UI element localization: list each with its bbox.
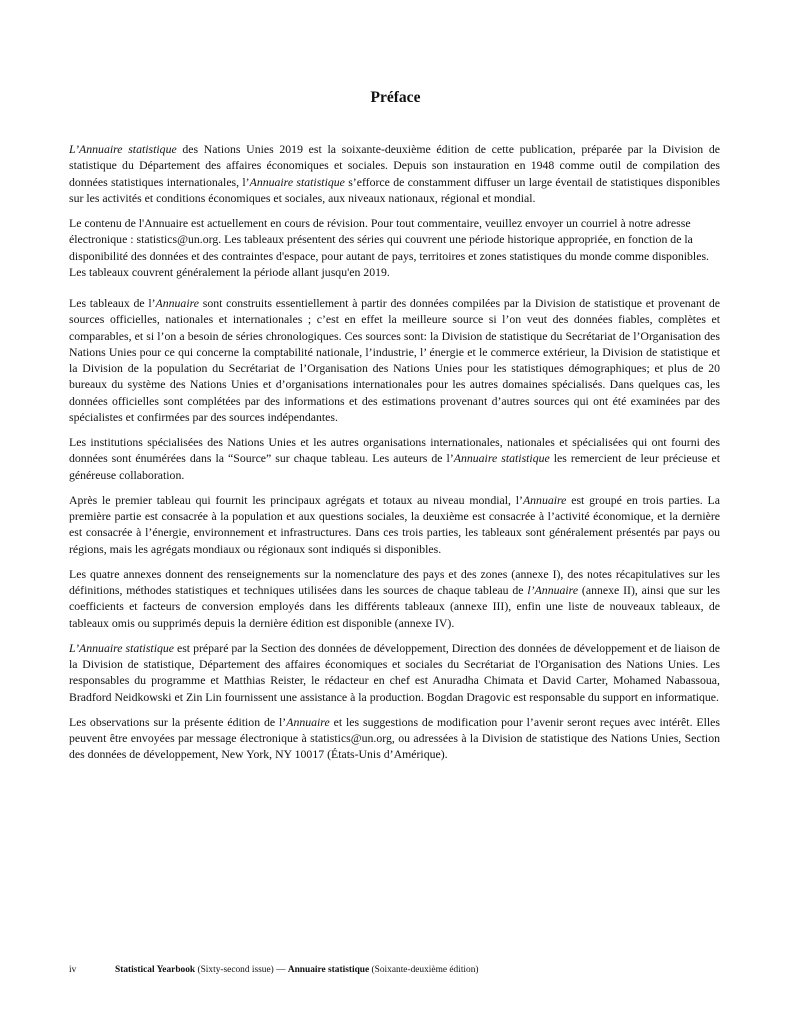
text: Les quatre annexes donnent des renseignements sur la nomenclature des pays et des zones (annexe I), des notes récapitulatives sur les définitions, méthodes statistiques et techniques utilisées dans les sources de chaque tableau de <box>69 566 720 597</box>
italic-text: Annuaire statistique <box>453 451 550 466</box>
text: Les tableaux de l’ <box>69 296 156 310</box>
text: est groupé en trois parties. La première partie est consacrée à la population et aux questions sociales, la deuxième est consacrée à l’activité économique, et la dernière est consacrée à l’énergie, environnement et infrastructures. Dans ces trois parties, les tableaux sont généralement présentés par pays ou régions, mais les agrégats mondiaux ou régionaux sont indiqués si disponibles. <box>69 492 720 556</box>
paragraph-sources <box>69 295 720 425</box>
paragraph-institutions <box>69 434 720 483</box>
preface-body <box>69 141 720 772</box>
text: et les suggestions de modification pour l’avenir seront reçues avec intérêt. Elles peuvent être envoyées par message électronique à statistics@un.org, ou adressées à la Division de statistique des Nations Unies, Section des données de développement, New York, NY 10017 (États-Unis d’Amérique). <box>69 714 720 762</box>
italic-text: L’Annuaire statistique <box>69 142 177 156</box>
footer-text: (Soixante-deuxième édition) <box>369 965 479 975</box>
paragraph-structure <box>69 492 720 557</box>
text: sont construits essentiellement à partir des données compilées par la Division de statistique et provenant de sources officielles, nationales et internationales ; c’est en effet la meilleure source si l’on veut des données fiables, complètes et comparables, et si l’on a besoin de séries chronologiques. Ces sources sont: la Division de statistique du Secrétariat de l’Organisation des Nations Unies pour ce qui concerne la comptabilité nationale, l’industrie, l’ énergie et le commerce extérieur, la Division de statistique et la Division de la population du Secrétariat de l’Organisation des Nations Unies pour les statistiques démographiques; et plus de 20 bureaux du système des Nations Unies et d’organisations internationales pour les autres domaines spécialisés. Dans quelques cas, les données officielles sont complétées par des informations et des estimations provenant d’autres sources qui ont été examinées par des spécialistes et confirmées par des sources indépendantes. <box>69 296 720 424</box>
italic-text: Annuaire <box>155 296 199 310</box>
paragraph-annexes <box>69 566 720 631</box>
text: Les institutions spécialisées des Nations Unies et les autres organisations internationales, nationales et spécialisées qui ont fourni des données sont énumérées dans la “Source” sur chaque tableau. Les auteurs de l’ <box>69 435 720 466</box>
text: Après le premier tableau qui fournit les principaux agrégats et totaux au niveau mondial, l’ <box>69 492 523 507</box>
page-footer <box>69 965 479 975</box>
text: (annexe II), ainsi que sur les coefficients et facteurs de conversion employés dans les différents tableaux (annexe III), enfin une liste de nouveaux tableaux, de tableaux omis ou supprimés depuis la dernière édition est disponible (annexe IV). <box>69 583 720 630</box>
italic-text: Annuaire <box>286 714 330 729</box>
paragraph-revision: Le contenu de l'Annuaire est actuellement en cours de révision. Pour tout commentaire, veuillez envoyer un courriel à notre adresse électronique : statistics@un.org. Les tableaux présentent des séries qui couvrent une période historique appropriée, en fonction de la disponibilité des données et des contraintes d'espace, pour autant de pays, territoires et zones statistiques du monde comme disponibles. Les tableaux couvrent généralement la période allant jusqu'en 2019. <box>69 216 709 279</box>
footer-text: (Sixty-second issue) — <box>195 965 288 975</box>
paragraph-team <box>69 640 720 705</box>
italic-text: L’Annuaire statistique <box>69 640 174 655</box>
italic-text: Annuaire statistique <box>249 174 345 189</box>
text: les remercient de leur précieuse et généreuse collaboration. <box>69 451 720 482</box>
footer-title-fr: Annuaire statistique <box>287 965 370 975</box>
paragraph-intro <box>69 141 720 206</box>
paragraph-feedback <box>69 714 720 763</box>
text: est préparé par la Section des données de développement, Direction des données de développement et de liaison de la Division de statistique, Département des affaires économiques et sociales du Secrétariat de l'Organisation des Nations Unies. Les responsables du programme et Matthias Reister, le rédacteur en chef est Anuradha Chimata et David Carter, Mohamed Nabassoua, Bradford Neidkowski et Zin Lin fournissent une assistance à la production. Bogdan Dragovic est responsable du support en informatique. <box>69 640 720 704</box>
text: s’efforce de constamment diffuser un large éventail de statistiques disponibles sur les activités et conditions économiques et sociales, aux niveaux nationaux, régional et mondial. <box>69 174 720 205</box>
italic-text: Annuaire <box>522 492 567 507</box>
text: des Nations Unies 2019 est la soixante-deuxième édition de cette publication, préparée par la Division de statistique du Département des affaires économiques et sociales. Depuis son instauration en 1948 comme outil de compilation des données statistiques internationales, l’ <box>69 142 720 189</box>
page-number: iv <box>69 965 77 975</box>
text: Les observations sur la présente édition de l’ <box>69 714 287 729</box>
page-title: Préface <box>370 89 421 106</box>
footer-title-en: Statistical Yearbook <box>115 965 196 975</box>
italic-text: l’Annuaire <box>527 583 579 597</box>
